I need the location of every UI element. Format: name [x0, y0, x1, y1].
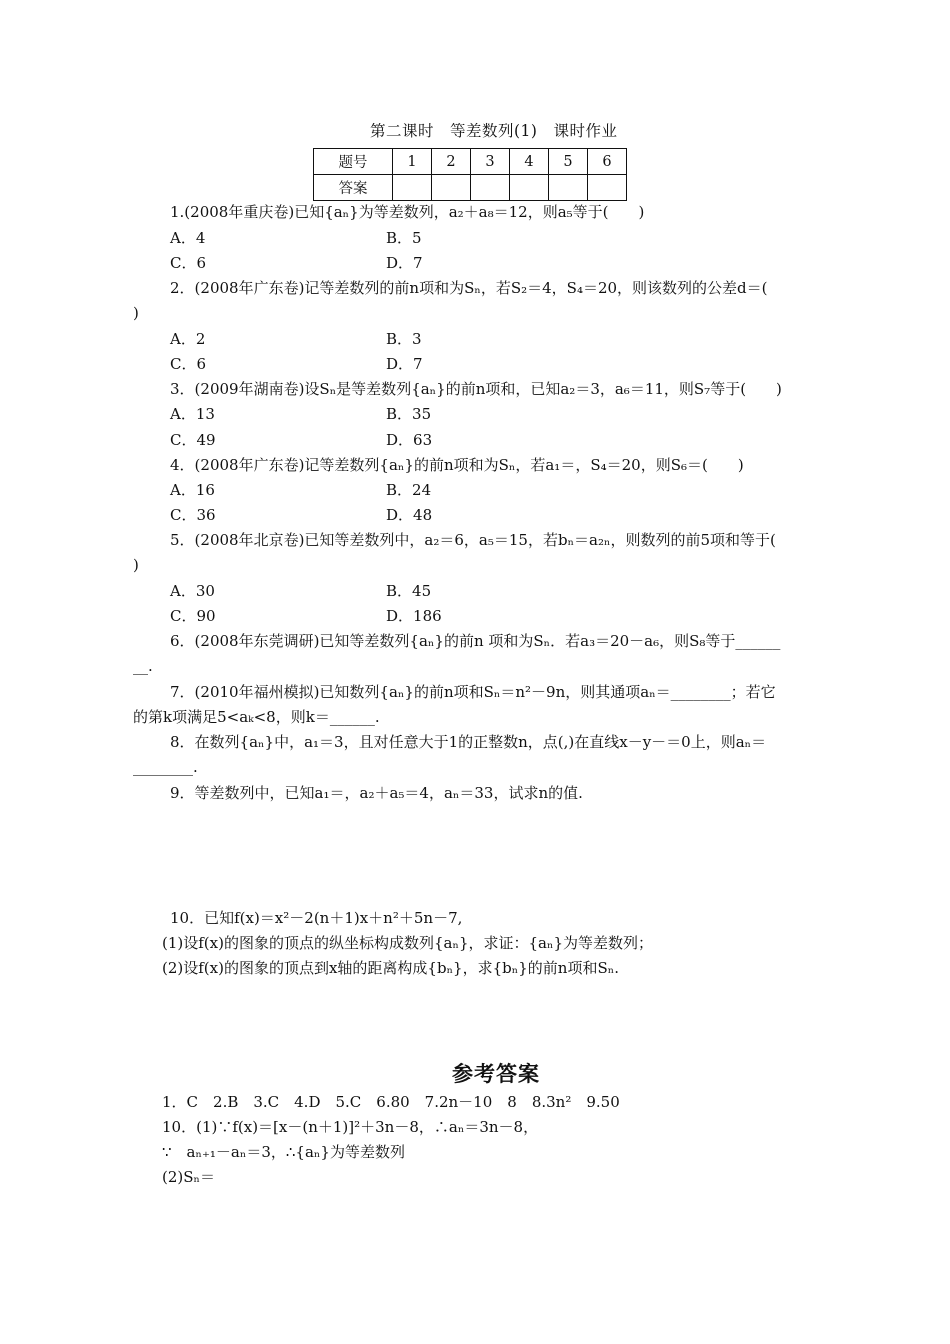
question-2-stem: 2．(2008年广东卷)记等差数列的前n项和为Sₙ，若S₂＝4，S₄＝20，则该数列的公差d＝(	[170, 279, 768, 297]
answer-cell[interactable]	[471, 175, 510, 201]
question-2-option-a: A．2	[170, 330, 206, 348]
question-10-part-2: (2)设f(x)的图象的顶点到x轴的距离构成{bₙ}，求{bₙ}的前n项和Sₙ.	[162, 959, 619, 977]
question-3-option-b: B．35	[386, 405, 432, 423]
question-4-stem: 4．(2008年广东卷)记等差数列{aₙ}的前n项和为Sₙ，若a₁＝，S₄＝20，则S₆＝( )	[170, 456, 744, 474]
question-4-option-d: D．48	[386, 506, 433, 524]
answers-line-4: (2)Sₙ＝	[162, 1168, 216, 1186]
question-6-stem-cont: __.	[133, 657, 153, 675]
question-3-stem: 3．(2009年湖南卷)设Sₙ是等差数列{aₙ}的前n项和，已知a₂＝3，a₆＝11，则S₇等于( )	[170, 380, 782, 398]
answer-cell[interactable]	[549, 175, 588, 201]
answer-cell[interactable]	[588, 175, 627, 201]
question-4-option-a: A．16	[170, 481, 215, 499]
table-header-cell: 题号	[314, 149, 393, 175]
question-1-option-c: C．6	[170, 254, 207, 272]
answers-line-1: 1．C 2.B 3.C 4.D 5.C 6.80 7.2n－10 8 8.3n² 9.50	[162, 1093, 620, 1111]
answer-cell[interactable]	[432, 175, 471, 201]
table-header-cell: 答案	[314, 175, 393, 201]
question-8-stem-cont: ________.	[133, 758, 198, 776]
table-row	[314, 175, 627, 201]
answers-line-3: ∵ aₙ₊₁－aₙ＝3，∴{aₙ}为等差数列	[162, 1143, 405, 1161]
question-1-option-a: A．4	[170, 229, 206, 247]
question-2-option-b: B．3	[386, 330, 422, 348]
question-5-stem: 5．(2008年北京卷)已知等差数列中，a₂＝6，a₅＝15，若bₙ＝a₂ₙ，则数列的前5项和等于(	[170, 531, 776, 549]
question-5-option-c: C．90	[170, 607, 216, 625]
table-cell: 5	[549, 149, 588, 175]
question-9-stem: 9．等差数列中，已知a₁＝，a₂＋a₅＝4，aₙ＝33，试求n的值.	[170, 784, 583, 802]
question-3-option-c: C．49	[170, 431, 216, 449]
table-cell: 2	[432, 149, 471, 175]
question-3-option-a: A．13	[170, 405, 215, 423]
question-5-stem-cont: )	[133, 556, 139, 574]
question-5-option-b: B．45	[386, 582, 432, 600]
question-6-stem: 6．(2008年东莞调研)已知等差数列{aₙ}的前n 项和为Sₙ．若a₃＝20－a₆，则S₈等于______	[170, 632, 781, 650]
question-7-stem: 7．(2010年福州模拟)已知数列{aₙ}的前n项和Sₙ＝n²－9n，则其通项aₙ＝________；若它	[170, 683, 776, 701]
table-cell: 1	[393, 149, 432, 175]
question-1-option-b: B．5	[386, 229, 422, 247]
question-5-option-d: D．186	[386, 607, 442, 625]
question-8-stem: 8．在数列{aₙ}中，a₁＝3，且对任意大于1的正整数n，点(,)在直线x－y－＝0上，则aₙ＝	[170, 733, 767, 751]
question-1-stem: 1.(2008年重庆卷)已知{aₙ}为等差数列，a₂＋a₈＝12，则a₅等于( )	[170, 203, 645, 221]
answer-cell[interactable]	[510, 175, 549, 201]
question-4-option-c: C．36	[170, 506, 216, 524]
question-3-option-d: D．63	[386, 431, 433, 449]
question-5-option-a: A．30	[170, 582, 215, 600]
question-7-stem-cont: 的第k项满足5<aₖ<8，则k＝______.	[133, 708, 380, 726]
question-10-stem: 10．已知f(x)＝x²－2(n＋1)x＋n²＋5n－7,	[170, 909, 463, 927]
page-title: 第二课时 等差数列(1) 课时作业	[370, 122, 618, 140]
question-2-option-c: C．6	[170, 355, 207, 373]
answer-table	[313, 148, 627, 201]
answer-cell[interactable]	[393, 175, 432, 201]
question-4-option-b: B．24	[386, 481, 432, 499]
question-2-option-d: D．7	[386, 355, 423, 373]
answers-heading: 参考答案	[452, 1062, 540, 1086]
question-10-part-1: (1)设f(x)的图象的顶点的纵坐标构成数列{aₙ}，求证：{aₙ}为等差数列；	[162, 934, 654, 952]
table-row	[314, 149, 627, 175]
table-cell: 6	[588, 149, 627, 175]
table-cell: 3	[471, 149, 510, 175]
question-1-option-d: D．7	[386, 254, 423, 272]
answers-line-2: 10．(1)∵f(x)＝[x－(n＋1)]²＋3n－8，∴aₙ＝3n－8，	[162, 1118, 539, 1136]
question-2-stem-cont: )	[133, 304, 139, 322]
table-cell: 4	[510, 149, 549, 175]
